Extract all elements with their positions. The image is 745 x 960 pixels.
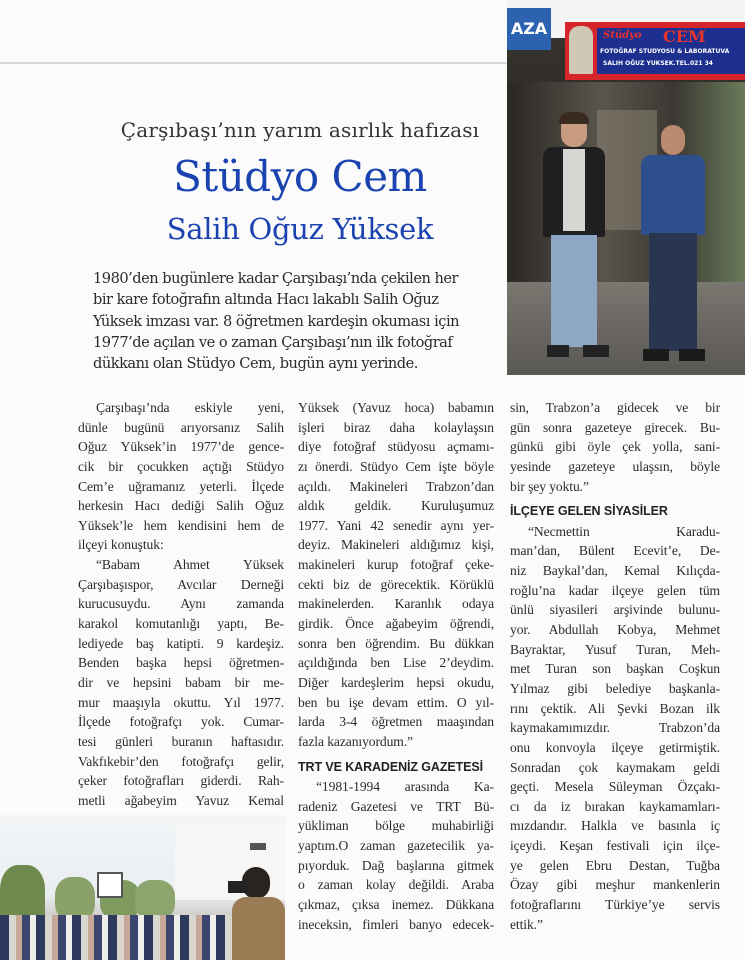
article-kicker: Çarşıbaşı’nın yarım asırlık hafızası	[120, 118, 480, 142]
article-title: Stüdyo Cem	[173, 152, 427, 201]
body-text-line: yesinde gazeteye ulaşsın, böyle	[510, 458, 720, 474]
body-text-line: Diğer kardeşlerim hepsi okudu,	[298, 674, 494, 690]
body-text-line: met Turan son başkan Coşkun	[510, 661, 720, 677]
body-text-line: Sonradan çok kaymakam geldi	[510, 759, 720, 775]
body-text-line: dünle bugünü arıyorsanız Salih	[78, 419, 284, 435]
basketball-hoop	[97, 872, 123, 898]
body-text-line: Çarşıbaşı’nda eskiyle yeni,	[96, 400, 284, 415]
body-text-line: Benden başka hepsi öğretmen-	[78, 655, 284, 671]
article-column-1	[78, 398, 284, 810]
body-text-line: Yılmaz gibi belediye başkanla-	[510, 680, 720, 696]
section-heading: İLÇEYE GELEN SİYASİLER	[510, 504, 668, 519]
body-text-line: niz Baykal’dan, Kemal Kılıçda-	[510, 563, 720, 579]
body-text-line: Cem’e uğramanız yeterli. İlçede	[78, 478, 284, 494]
body-text-line: diye fotoğraf stüdyosu açmamı-	[298, 439, 494, 455]
body-text-line: mızdandır. Halkla ve basınla iç	[510, 818, 720, 834]
body-text-line: Çarşıbaşıspor, Avcılar Derneği	[78, 576, 284, 592]
person-salih-oguz-yuksek	[635, 125, 715, 365]
schoolyard-photo	[0, 815, 285, 960]
body-text-line: içeydi. Keşan festivali için ilçe-	[510, 838, 720, 854]
shop-sign: Stüdyo CEM FOTOĞRAF STUDYOSU & LABORATUVA SALIH OĞUZ YUKSEK.TEL.021 34	[565, 22, 745, 80]
body-text-line: işleri biraz daha kolaylaşsın	[298, 419, 494, 435]
body-text-line: geçti. Mesela Süleyman Özçakı-	[510, 779, 720, 795]
person-young-man	[535, 115, 615, 365]
body-text-line: cekti biz de görecektik. Körüklü	[298, 576, 494, 592]
body-text-line: ye gelen Ebru Destan, Tuğba	[510, 857, 720, 873]
body-text-line: zı önerdi. Stüdyo Cem işte böyle	[298, 458, 494, 474]
lede-line: 1980’den bugünlere kadar Çarşıbaşı’nda çekilen her	[93, 270, 459, 287]
body-text-line: Yüksek (Yavuz hoca) babamın	[298, 400, 494, 415]
body-text-line: lediyede baş katipti. 9 kardeşiz.	[78, 635, 284, 651]
body-text-line: onu konvoyla ilçeye getirmiştik.	[510, 739, 720, 755]
body-text-line: ineceksin, fimleri banyo edecek-	[298, 916, 494, 932]
body-text-line: tesi günleri buranın haftasıdır.	[78, 733, 284, 749]
body-text-line: günkü gibi öyle çek yolla, sani-	[510, 439, 720, 455]
body-text-line: makinelerden. Karanlık odaya	[298, 596, 494, 612]
body-text-line: “Necmettin Karadu-	[528, 523, 720, 539]
body-text-line: çeker fotoğrafları giderdi. Rah-	[78, 773, 284, 789]
body-text-line: fotoğraflarını Türkiye’ye servis	[510, 897, 720, 913]
body-text-line: aldık geldik. Kuruluşumuz	[298, 498, 494, 514]
lede-line: 1977’de açılan ve o zaman Çarşıbaşı’nın ilk fotoğraf	[93, 333, 453, 351]
article-lede	[93, 268, 493, 374]
body-text-line: kurucusuydu. Aynı zamanda	[78, 596, 284, 612]
cameraman	[228, 867, 285, 960]
body-text-line: sin, Trabzon’a gidecek ve bir	[510, 400, 720, 415]
body-text-line: “1981-1994 arasında Ka-	[316, 779, 494, 795]
body-text-line: Vakfıkebir’den fotoğrafçı gelir,	[78, 753, 284, 769]
section-heading: TRT VE KARADENİZ GAZETESİ	[298, 759, 484, 774]
body-text-line: karakol komutanlığı yaptı, Be-	[78, 616, 284, 632]
lede-line: Yüksek imzası var. 8 öğretmen kardeşin okuması için	[93, 312, 460, 330]
body-text-line: roğlu’na kadar ilçeye gelen tüm	[510, 582, 720, 598]
body-text-line: pıyorduk. Dağ başlarına gitmek	[298, 857, 494, 873]
body-text-line: radeniz Gazetesi ve TRT Bü-	[298, 798, 494, 814]
storefront-photo	[507, 0, 745, 375]
body-text-line: deyiz. Makineleri aldığımız kişi,	[298, 537, 494, 553]
body-text-line: gün sonra gazeteye girecek. Bu-	[510, 419, 720, 435]
body-text-line: girdik. Önce ağabeyim öğrendi,	[298, 616, 494, 632]
body-text-line: 1977. Yani 42 senedir aynı yer-	[298, 517, 494, 533]
body-text-line: çıkmaz, çıksa inemez. Dükkana	[298, 897, 494, 913]
body-text-line: o zaman kolay değildi. Araba	[298, 877, 494, 893]
header-rule	[0, 62, 507, 64]
body-text-line: ilçeyi konuştuk:	[78, 537, 164, 553]
body-text-line: yor. Abdullah Kobya, Mehmet	[510, 622, 720, 638]
body-text-line: ettik.”	[510, 916, 543, 932]
body-text-line: kaymakamımızdır. Trabzon’da	[510, 720, 720, 736]
body-text-line: bir şey yoktu.”	[510, 478, 589, 494]
body-text-line: Yüksek’le hem kendisini hem de	[78, 517, 284, 533]
body-text-line: cik bir çocukken açtığı Stüdyo	[78, 458, 284, 474]
body-text-line: makineleri kurup fotoğraf çeke-	[298, 557, 494, 573]
body-text-line: fazla kazanıyordum.”	[298, 733, 413, 749]
body-text-line: yaptım.O zaman gazetecilik ya-	[298, 838, 494, 854]
body-text-line: herkesin Hacı dediği Salih Oğuz	[78, 498, 284, 514]
body-text-line: yükliman bölge muhabirliği	[298, 818, 494, 834]
body-text-line: man’dan, Bülent Ecevit’e, De-	[510, 543, 720, 559]
body-text-line: cı da iz bırakan kaykamamları-	[510, 798, 720, 814]
body-text-line: açıldığında ben Lise 2’deydim.	[298, 655, 494, 671]
body-text-line: İlçede fotoğrafçı yok. Cumar-	[78, 714, 284, 730]
article-subtitle: Salih Oğuz Yüksek	[166, 212, 434, 246]
article-column-3	[510, 398, 720, 934]
lede-line: bir kare fotoğrafın altında Hacı lakablı Salih Oğuz	[93, 291, 439, 309]
body-text-line: Bayraktar, Yusuf Turan, Meh-	[510, 641, 720, 657]
body-text-line: “Babam Ahmet Yüksek	[96, 557, 284, 573]
body-text-line: mur maaşıyla okuttu. Yıl 1977.	[78, 694, 284, 710]
body-text-line: açıldı. Makineleri Trabzon’dan	[298, 478, 494, 494]
body-text-line: dir ve hepsini babam bir me-	[78, 674, 284, 690]
body-text-line: ünlü siyasileri arşivinde bulunu-	[510, 602, 720, 618]
body-text-line: rını çektik. Ali Şevki Bozan ilk	[510, 700, 720, 716]
side-sign: AZA	[507, 8, 551, 50]
lede-line: dükkanı olan Stüdyo Cem, bugün aynı yerinde.	[93, 355, 418, 373]
body-text-line: larda 3-4 öğretmen maaşından	[298, 714, 494, 730]
body-text-line: metli ağabeyim Yavuz Kemal	[78, 792, 284, 808]
body-text-line: sonra ben öğrendim. Bu dükkan	[298, 635, 494, 651]
body-text-line: ben bu işe devam ettim. O yıl-	[298, 694, 494, 710]
body-text-line: Oğuz Yüksek’in 1977’de gence-	[78, 439, 284, 455]
article-column-2	[298, 398, 494, 934]
body-text-line: Özay gibi meşhur mankenlerin	[510, 877, 720, 893]
